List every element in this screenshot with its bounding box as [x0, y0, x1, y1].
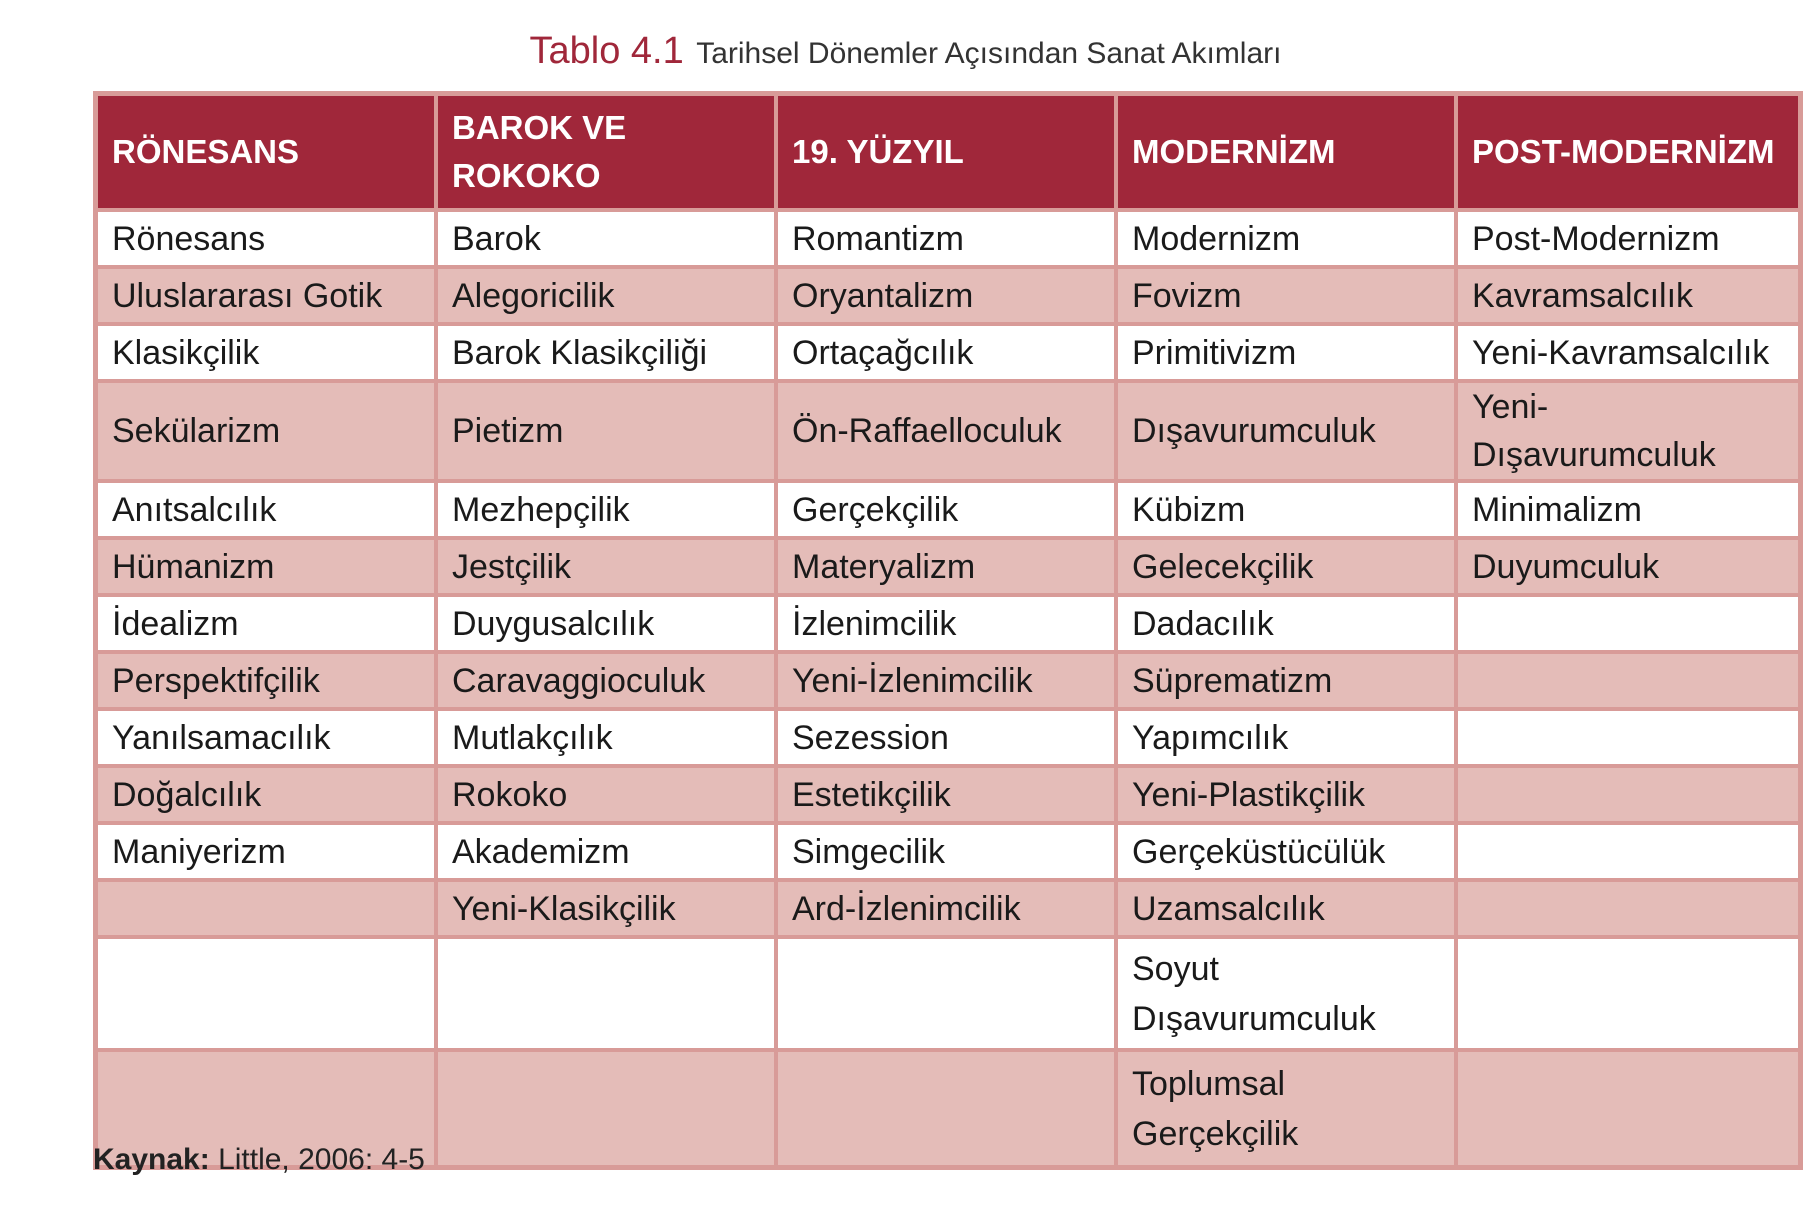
table-cell: Uzamsalcılık — [1118, 882, 1458, 939]
table-cell: Hümanizm — [98, 540, 438, 597]
table-cell — [1458, 768, 1798, 825]
table-row — [98, 768, 1798, 825]
table-cell: Perspektifçilik — [98, 654, 438, 711]
table-cell: Toplumsal Gerçekçilik — [1118, 1052, 1458, 1165]
table-row — [98, 269, 1798, 326]
table-cell: Soyut Dışavurumculuk — [1118, 939, 1458, 1052]
table-cell: Ortaçağcılık — [778, 326, 1118, 383]
table-cell — [1458, 825, 1798, 882]
table-cell — [1458, 939, 1798, 1052]
table-cell: Maniyerizm — [98, 825, 438, 882]
table-cell: Modernizm — [1118, 212, 1458, 269]
table-cell: Yanılsamacılık — [98, 711, 438, 768]
table-cell: Yeni-Plastikçilik — [1118, 768, 1458, 825]
table-cell: Jestçilik — [438, 540, 778, 597]
table-cell: Sezession — [778, 711, 1118, 768]
art-movements-table-container — [93, 91, 1803, 1170]
table-cell: Ard-İzlenimcilik — [778, 882, 1118, 939]
table-cell: Minimalizm — [1458, 483, 1798, 540]
table-cell: Dadacılık — [1118, 597, 1458, 654]
table-row — [98, 597, 1798, 654]
table-row — [98, 711, 1798, 768]
table-cell: Post-Modernizm — [1458, 212, 1798, 269]
table-cell: Sekülarizm — [98, 383, 438, 483]
table-cell: Estetikçilik — [778, 768, 1118, 825]
table-cell: Oryantalizm — [778, 269, 1118, 326]
table-cell — [438, 1052, 778, 1165]
table-cell: Süprematizm — [1118, 654, 1458, 711]
table-row — [98, 383, 1798, 483]
table-cell: Duygusalcılık — [438, 597, 778, 654]
table-cell: İzlenimcilik — [778, 597, 1118, 654]
table-cell: Ön-Raffaelloculuk — [778, 383, 1118, 483]
table-cell: Yeni-Klasikçilik — [438, 882, 778, 939]
table-cell: Rönesans — [98, 212, 438, 269]
caption-label: Tablo 4.1 — [529, 30, 684, 72]
column-header-post-modernism: POST-MODERNİZM — [1458, 96, 1798, 212]
table-caption — [0, 30, 1811, 73]
table-cell: Dışavurumculuk — [1118, 383, 1458, 483]
table-cell: Yeni-İzlenimcilik — [778, 654, 1118, 711]
table-cell: Akademizm — [438, 825, 778, 882]
table-cell — [778, 939, 1118, 1052]
table-cell — [1458, 711, 1798, 768]
caption-title: Tarihsel Dönemler Açısından Sanat Akımları — [696, 37, 1282, 70]
table-cell: İdealizm — [98, 597, 438, 654]
table-cell: Gerçekçilik — [778, 483, 1118, 540]
table-cell — [98, 882, 438, 939]
table-row — [98, 540, 1798, 597]
table-cell — [778, 1052, 1118, 1165]
table-row — [98, 882, 1798, 939]
table-row — [98, 483, 1798, 540]
table-cell: Gelecekçilik — [1118, 540, 1458, 597]
table-row — [98, 939, 1798, 1052]
table-cell: Yeni-Kavramsalcılık — [1458, 326, 1798, 383]
source-label: Kaynak: — [93, 1143, 210, 1176]
table-cell: Pietizm — [438, 383, 778, 483]
table-cell — [98, 939, 438, 1052]
table-cell — [1458, 1052, 1798, 1165]
table-row — [98, 212, 1798, 269]
table-cell: Klasikçilik — [98, 326, 438, 383]
table-cell: Kavramsalcılık — [1458, 269, 1798, 326]
column-header-modernism: MODERNİZM — [1118, 96, 1458, 212]
table-cell: Anıtsalcılık — [98, 483, 438, 540]
table-cell: Gerçeküstücülük — [1118, 825, 1458, 882]
table-cell: Barok — [438, 212, 778, 269]
table-cell: Rokoko — [438, 768, 778, 825]
table-row — [98, 825, 1798, 882]
table-cell — [1458, 654, 1798, 711]
column-header-renaissance: RÖNESANS — [98, 96, 438, 212]
table-row — [98, 326, 1798, 383]
art-movements-table — [93, 91, 1803, 1170]
table-cell — [438, 939, 778, 1052]
table-cell: Caravaggioculuk — [438, 654, 778, 711]
table-cell: Barok Klasikçiliği — [438, 326, 778, 383]
table-cell: Mezhepçilik — [438, 483, 778, 540]
table-cell: Yapımcılık — [1118, 711, 1458, 768]
table-row — [98, 654, 1798, 711]
table-cell: Romantizm — [778, 212, 1118, 269]
table-cell: Doğalcılık — [98, 768, 438, 825]
column-header-baroque-rococo: BAROK VE ROKOKO — [438, 96, 778, 212]
table-cell — [1458, 597, 1798, 654]
table-cell: Mutlakçılık — [438, 711, 778, 768]
table-cell: Duyumculuk — [1458, 540, 1798, 597]
table-cell: Materyalizm — [778, 540, 1118, 597]
table-cell: Alegoricilik — [438, 269, 778, 326]
table-cell: Simgecilik — [778, 825, 1118, 882]
table-cell — [1458, 882, 1798, 939]
table-cell: Primitivizm — [1118, 326, 1458, 383]
header-row — [98, 96, 1798, 212]
table-cell: Uluslararası Gotik — [98, 269, 438, 326]
column-header-19th-century: 19. YÜZYIL — [778, 96, 1118, 212]
table-cell: Fovizm — [1118, 269, 1458, 326]
source-note — [93, 1143, 425, 1177]
table-cell: Yeni-Dışavurumculuk — [1458, 383, 1798, 483]
table-cell: Kübizm — [1118, 483, 1458, 540]
source-text: Little, 2006: 4-5 — [218, 1143, 425, 1176]
